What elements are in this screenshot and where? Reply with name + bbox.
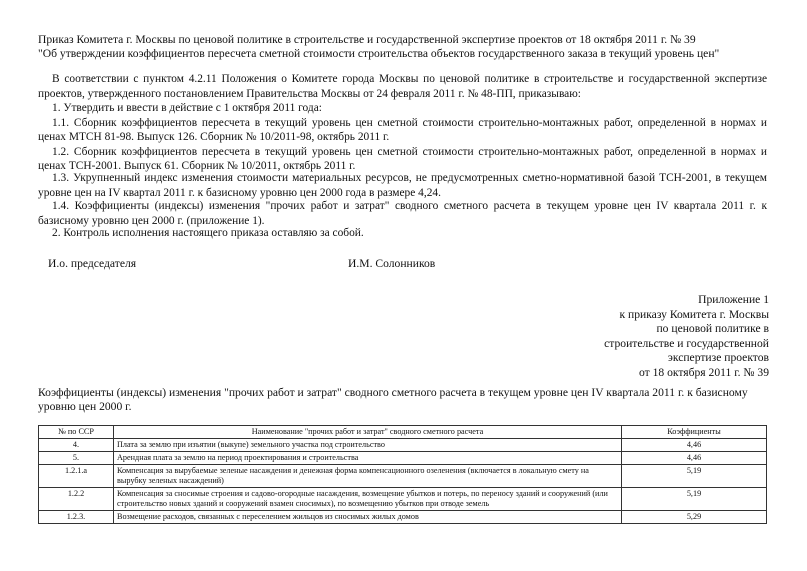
- appendix-line: Приложение 1: [698, 293, 769, 306]
- item-1-3: 1.3. Укрупненный индекс изменения стоимости материальных ресурсов, не предусмотренных сметно-нормативной базой ТСН-2001, в текущем уровне цен на IV квартал 2011 г. к базисному уровню цен 2000 года в размере 4,24.: [38, 172, 767, 199]
- appendix-line: от 18 октября 2011 г. № 39: [638, 365, 769, 379]
- appendix-line: к приказу Комитета г. Москвы: [619, 307, 769, 321]
- order-title: Приказ Комитета г. Москвы по ценовой политике в строительстве и государственной экспертизе проектов от 18 октября 2011 г. № 39: [38, 33, 696, 46]
- item-2: 2. Контроль исполнения настоящего приказа оставляю за собой.: [52, 227, 364, 239]
- intro-paragraph: В соответствии с пунктом 4.2.11 Положения о Комитете города Москвы по ценовой политике в строительстве и государственной экспертизе проектов, утвержденного постановлением Правительства Москвы от 24 февраля 2011 г. № 48-ПП, приказываю:: [38, 73, 767, 100]
- table-header-row: [39, 426, 767, 439]
- table-row: [39, 439, 767, 452]
- row-coefficient: 4,46: [622, 452, 767, 465]
- item-1: 1. Утвердить и ввести в действие с 1 октября 2011 года:: [52, 102, 322, 114]
- item-1-2: 1.2. Сборник коэффициентов пересчета в текущий уровень цен сметной стоимости строительно-монтажных работ, определенной в нормах и ценах ТСН-2001. Выпуск 61. Сборник № 10/2011, октябрь 2011 г.: [38, 145, 767, 172]
- row-coefficient: 5,19: [622, 465, 767, 488]
- row-coefficient: 4,46: [622, 439, 767, 452]
- item-1-4: 1.4. Коэффициенты (индексы) изменения "прочих работ и затрат" сводного сметного расчета в текущем уровне цен IV квартала 2011 г. к базисному уровню цен 2000 г. (приложение 1).: [38, 200, 767, 227]
- column-header-coefficient: Коэффициенты: [622, 426, 767, 439]
- row-number: 5.: [39, 452, 114, 465]
- table-row: [39, 465, 767, 488]
- order-subtitle: "Об утверждении коэффициентов пересчета сметной стоимости строительства объектов государственного заказа в текущий уровень цен": [38, 47, 720, 60]
- row-number: 1.2.2: [39, 488, 114, 511]
- appendix-reference: [509, 293, 769, 381]
- row-name: Плата за землю при изъятии (выкупе) земельного участка под строительство: [114, 439, 622, 452]
- table-row: [39, 452, 767, 465]
- column-header-name: Наименование "прочих работ и затрат" сводного сметного расчета: [114, 426, 622, 439]
- item-1-1: 1.1. Сборник коэффициентов пересчета в текущий уровень цен сметной стоимости строительно-монтажных работ, определенной в нормах и ценах МТСН 81-98. Выпуск 126. Сборник № 10/2011-98, октябрь 2011 г.: [38, 116, 767, 143]
- column-header-number: № по ССР: [39, 426, 114, 439]
- row-coefficient: 5,29: [622, 511, 767, 524]
- appendix-line: по ценовой политике в: [656, 322, 769, 336]
- appendix-title: Коэффициенты (индексы) изменения "прочих работ и затрат" сводного сметного расчета в текущем уровне цен IV квартала 2011 г. к базисному уровню цен 2000 г.: [38, 386, 748, 414]
- row-coefficient: 5,19: [622, 488, 767, 511]
- appendix-line: экспертизе проектов: [667, 351, 769, 365]
- table-row: [39, 488, 767, 511]
- row-name: Компенсация за сносимые строения и садово-огородные насаждения, возмещение убытков и потерь, по переносу зданий и сооружений (или строительство новых зданий и сооружений взамен сносимых), по возмещению убытков при отводе земель: [114, 488, 622, 511]
- row-number: 1.2.1.а: [39, 465, 114, 488]
- row-name: Возмещение расходов, связанных с переселением жильцов из сносимых жилых домов: [114, 511, 622, 524]
- table-row: [39, 511, 767, 524]
- row-name: Арендная плата за землю на период проектирования и строительства: [114, 452, 622, 465]
- coefficients-table: [38, 425, 767, 524]
- row-number: 4.: [39, 439, 114, 452]
- row-name: Компенсация за вырубаемые зеленые насаждения и денежная форма компенсационного озеленения (включается в локальную смету на вырубку зеленых насаждений): [114, 465, 622, 488]
- row-number: 1.2.3.: [39, 511, 114, 524]
- signature-position: И.о. председателя: [48, 257, 137, 270]
- signature-name: И.М. Солонников: [348, 257, 436, 270]
- appendix-line: строительстве и государственной: [604, 336, 769, 350]
